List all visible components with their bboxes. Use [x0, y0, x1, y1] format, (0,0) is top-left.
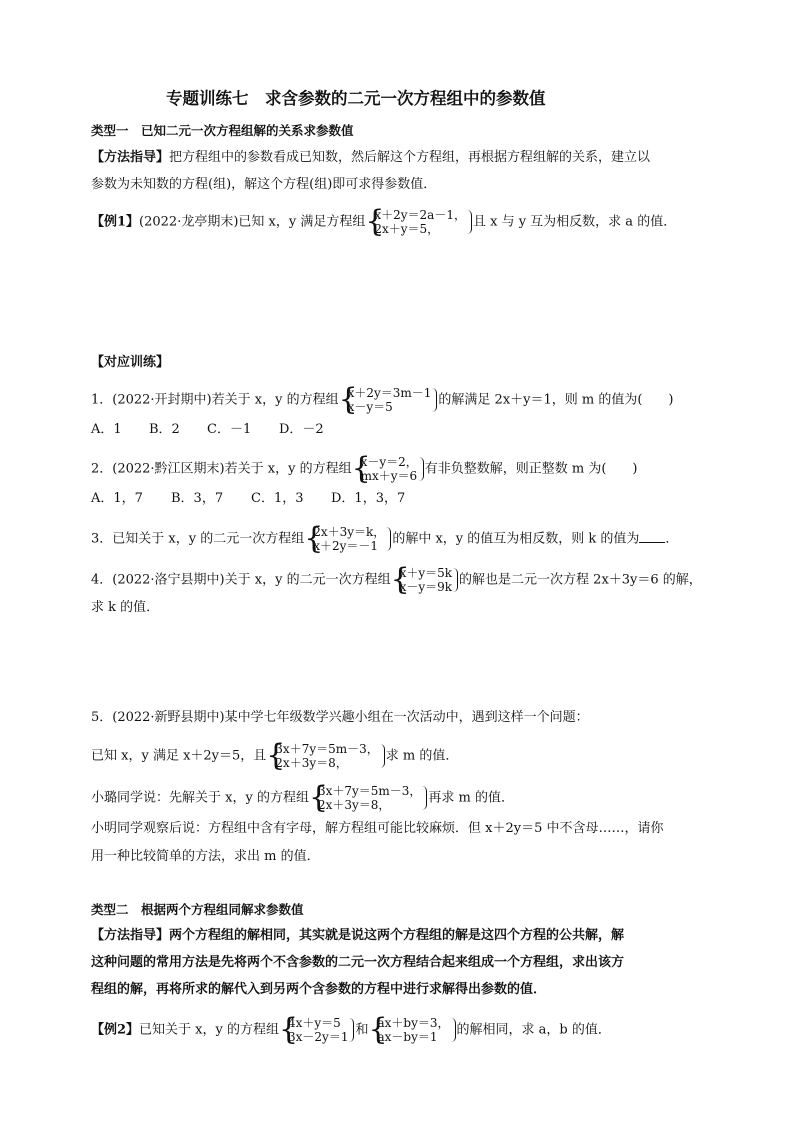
equation: 2x＋3y＝8，	[275, 756, 348, 770]
example-text: 已知关于 x，y 的方程组	[139, 1022, 279, 1038]
option-a[interactable]: A．1，7	[91, 491, 143, 506]
equation: { ax＋by＝3，	[377, 1016, 450, 1030]
question-text: 小璐同学说：先解关于 x，y 的方程组	[91, 790, 309, 806]
equation-system	[366, 208, 472, 236]
equation-system-b	[369, 1016, 455, 1044]
page-title: 专题训练七 求含参数的二元一次方程组中的参数值	[166, 89, 546, 108]
practice-heading: 【对应训练】	[91, 355, 170, 370]
type2-method-line2: 这种问题的常用方法是先将两个不含参数的二元一次方程结合起来组成一个方程组，求出该方	[91, 955, 625, 970]
question-text: 的解中 x，y 的值互为相反数，则 k 的值为	[392, 531, 640, 547]
method-text: 把方程组中的参数看成已知数，然后解这个方程组，再根据方程组解的关系，建立以	[169, 150, 651, 165]
type2-method-line1	[91, 927, 624, 945]
type1-method-line2: 参数为未知数的方程(组)，解这个方程(组)即可求得参数值．	[91, 177, 437, 192]
example-tag: 【例2】	[91, 1022, 140, 1038]
question-5-line5: 用一种比较简单的方法，求出 m 的值．	[91, 849, 320, 864]
example-text: (2022·龙亭期末)已知 x，y 满足方程组	[139, 214, 366, 230]
example-tag: 【例1】	[91, 214, 140, 230]
example2	[91, 1016, 611, 1044]
equation-system	[267, 742, 384, 770]
answer-blank[interactable]	[639, 530, 665, 543]
equation: 3x－2y＝1	[288, 1030, 349, 1044]
equation: { x－y＝2，	[360, 455, 418, 469]
equation: { 3x＋7y＝5m－3，	[275, 742, 379, 756]
equation: { 3x＋7y＝5m－3，	[317, 784, 422, 798]
option-d[interactable]: D．1，3，7	[331, 491, 406, 506]
option-c[interactable]: C．1，3	[251, 491, 304, 506]
equation-system-a	[280, 1016, 354, 1044]
equation-system	[392, 566, 458, 594]
equation: { x＋2y＝3m－1	[347, 386, 432, 400]
example-text: 和	[355, 1022, 369, 1038]
question-1-options	[91, 421, 324, 439]
method-text: 两个方程组的解相同，其实就是说这两个方程组的解是这四个方程的公共解，解	[169, 928, 625, 943]
example1	[91, 208, 676, 236]
question-2	[91, 455, 638, 483]
equation: { x＋2y＝2a－1，	[374, 208, 466, 222]
question-text: 求 m 的值．	[385, 748, 459, 764]
option-b[interactable]: B．2	[149, 422, 180, 437]
equation: x－y＝9k	[399, 580, 453, 594]
option-c[interactable]: C．－1	[207, 422, 252, 437]
question-text: 2．(2022·黔江区期末)若关于 x，y 的方程组	[91, 461, 352, 477]
question-text: 4．(2022·洛宁县期中)关于 x，y 的二元一次方程组	[91, 572, 391, 588]
question-5-line4: 小明同学观察后说：方程组中含有字母，解方程组可能比较麻烦．但 x＋2y＝5 中不含母……，请你	[91, 821, 664, 836]
equation-system	[353, 455, 424, 483]
question-5-line1: 5．(2022·新野县期中)某中学七年级数学兴趣小组在一次活动中，遇到这样一个问题：	[91, 710, 589, 725]
type2-method-line3: 程组的解，再将所求的解代入到另两个含参数的方程中进行求解得出参数的值．	[91, 982, 547, 997]
method-tag: 【方法指导】	[91, 928, 170, 943]
equation: 2x＋y＝5，	[374, 222, 440, 236]
question-text: 3．已知关于 x，y 的二元一次方程组	[91, 531, 305, 547]
equation: { 2x＋3y＝k，	[313, 525, 386, 539]
question-1	[91, 386, 674, 414]
question-5-line3	[91, 784, 514, 812]
equation-system	[305, 525, 391, 553]
question-3	[91, 525, 678, 553]
equation-system	[340, 386, 438, 414]
question-4-line2: 求 k 的值．	[91, 600, 160, 615]
equation: x－y＝5	[347, 400, 393, 414]
option-b[interactable]: B．3，7	[171, 491, 224, 506]
question-text: 的解满足 2x＋y＝1，则 m 的值为( )	[438, 392, 674, 408]
option-a[interactable]: A．1	[91, 422, 122, 437]
question-5-line2	[91, 742, 458, 770]
question-text: 的解也是二元一次方程 2x＋3y＝6 的解，	[459, 572, 702, 588]
option-d[interactable]: D．－2	[279, 422, 324, 437]
equation: { x＋y＝5k	[399, 566, 453, 580]
question-text: ．	[665, 531, 679, 547]
example-text: 的解相同，求 a，b 的值．	[456, 1022, 611, 1038]
type1-method-line1	[91, 149, 650, 167]
equation: ax－by＝1	[377, 1030, 438, 1044]
equation: x＋2y＝－1	[313, 539, 379, 553]
equation: 2x＋3y＝8，	[317, 798, 391, 812]
question-text: 再求 m 的值．	[428, 790, 515, 806]
question-text: 有非负整数解，则正整数 m 为( )	[424, 461, 638, 477]
equation: mx＋y＝6	[360, 469, 418, 483]
equation-system	[310, 784, 427, 812]
example-text: 且 x 与 y 互为相反数，求 a 的值．	[472, 214, 677, 230]
question-text: 已知 x，y 满足 x＋2y＝5，且	[91, 748, 267, 764]
type2-heading: 类型二 根据两个方程组同解求参数值	[91, 902, 304, 917]
question-2-options	[91, 490, 405, 508]
method-tag: 【方法指导】	[91, 150, 170, 165]
equation: { 4x＋y＝5	[288, 1016, 341, 1030]
type1-heading: 类型一 已知二元一次方程组解的关系求参数值	[91, 123, 354, 138]
question-text: 1．(2022·开封期中)若关于 x，y 的方程组	[91, 392, 339, 408]
question-4	[91, 566, 702, 594]
